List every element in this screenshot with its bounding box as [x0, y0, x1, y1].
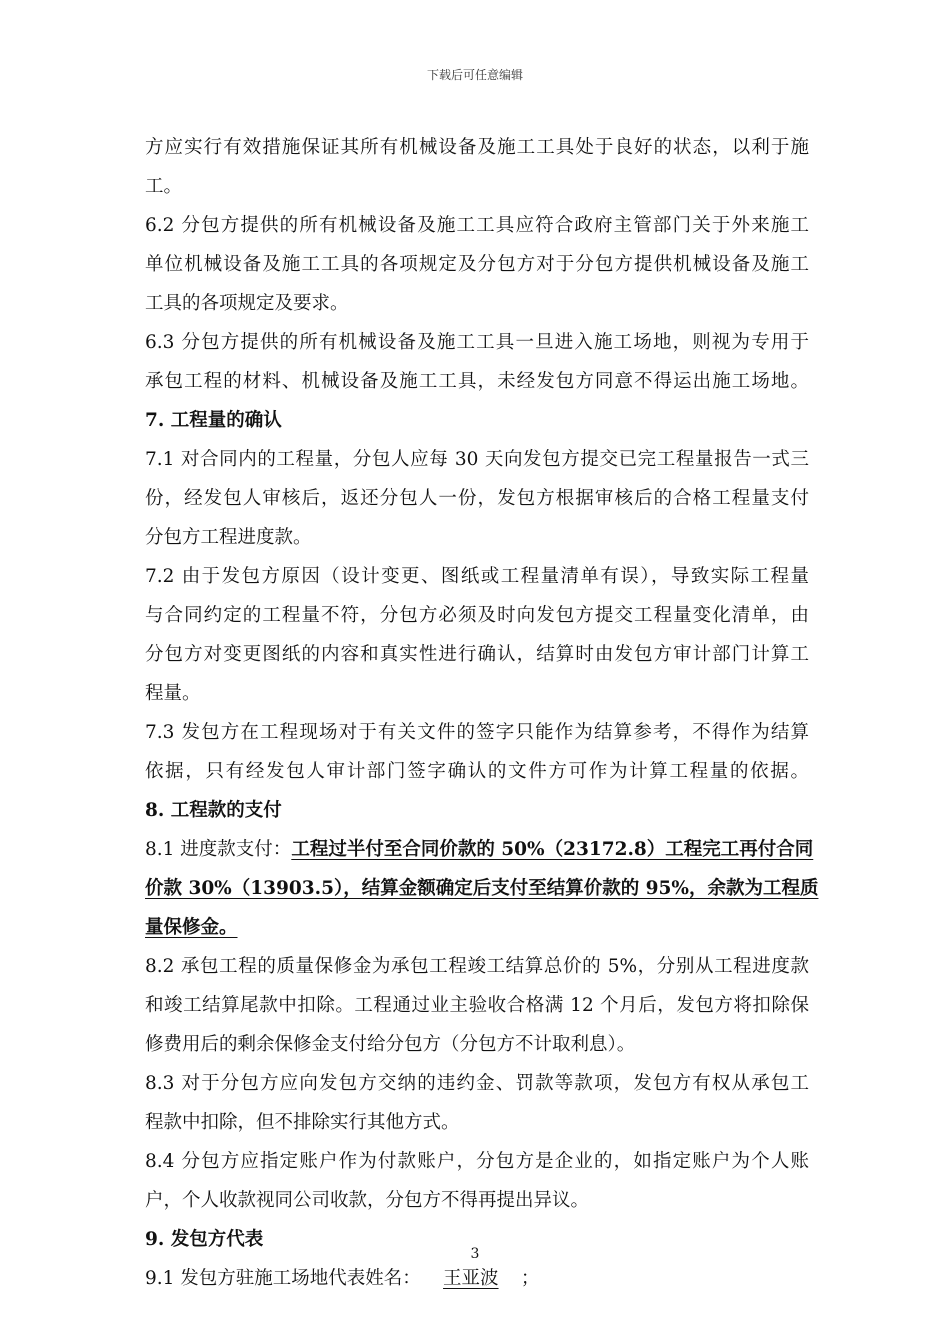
paragraph-line: 和竣工结算尾款中扣除。工程通过业主验收合格满 12 个月后，发包方将扣除保	[145, 995, 809, 1016]
paragraph-line: 工具的各项规定及要求。	[145, 293, 349, 314]
clause-8-2-line: 8.2 承包工程的质量保修金为承包工程竣工结算总价的 5%，分别从工程进度款	[145, 956, 809, 977]
clause-8-4-line: 8.4 分包方应指定账户作为付款账户，分包方是企业的，如指定账户为个人账	[145, 1151, 809, 1172]
paragraph-line: 修费用后的剩余保修金支付给分包方（分包方不计取利息）。	[145, 1034, 636, 1055]
representative-name-field: 王亚波	[443, 1268, 499, 1289]
clause-9-1-line	[145, 1259, 809, 1298]
section-heading-9: 9. 发包方代表	[145, 1229, 264, 1250]
paragraph-line: 依据，只有经发包人审计部门签字确认的文件方可作为计算工程量的依据。	[145, 761, 809, 782]
clause-8-3-line: 8.3 对于分包方应向发包方交纳的违约金、罚款等款项，发包方有权从承包工	[145, 1073, 809, 1094]
paragraph-line: 分包方对变更图纸的内容和真实性进行确认，结算时由发包方审计部门计算工	[145, 644, 809, 665]
paragraph-line: 户，个人收款视同公司收款，分包方不得再提出异议。	[145, 1190, 590, 1211]
clause-7-2-line: 7.2 由于发包方原因（设计变更、图纸或工程量清单有误），导致实际工程量	[145, 566, 809, 587]
paragraph-line: 程量。	[145, 683, 201, 704]
clause-6-2-line: 6.2 分包方提供的所有机械设备及施工工具应符合政府主管部门关于外来施工	[145, 215, 809, 236]
payment-terms-emphasis: 工程过半付至合同价款的 50%（23172.8）工程完工再付合同	[291, 839, 814, 860]
page-number: 3	[470, 1246, 480, 1262]
section-heading-8: 8. 工程款的支付	[145, 800, 282, 821]
paragraph-line: 单位机械设备及施工工具的各项规定及分包方对于分包方提供机械设备及施工	[145, 254, 809, 275]
paragraph-line: 方应实行有效措施保证其所有机械设备及施工工具处于良好的状态，以利于施	[145, 137, 809, 158]
paragraph-line: 份，经发包人审核后，返还分包人一份，发包方根据审核后的合格工程量支付	[145, 488, 809, 509]
payment-terms-emphasis: 量保修金。	[145, 917, 238, 938]
clause-7-3-line: 7.3 发包方在工程现场对于有关文件的签字只能作为结算参考，不得作为结算	[145, 722, 809, 743]
paragraph-line: 与合同约定的工程量不符，分包方必须及时向发包方提交工程量变化清单，由	[145, 605, 809, 626]
document-body	[145, 128, 819, 1298]
paragraph-line: 工。	[145, 176, 183, 197]
payment-terms-emphasis: 价款 30%（13903.5），结算金额确定后支付至结算价款的 95%，余款为工程质	[145, 878, 819, 899]
paragraph-line	[145, 908, 809, 947]
punctuation: ；	[520, 1268, 540, 1289]
clause-7-1-line: 7.1 对合同内的工程量，分包人应每 30 天向发包方提交已完工程量报告一式三	[145, 449, 809, 470]
paragraph-line: 分包方工程进度款。	[145, 527, 312, 548]
clause-8-1-line	[145, 830, 814, 869]
paragraph-line: 程款中扣除，但不排除实行其他方式。	[145, 1112, 460, 1133]
section-heading-7: 7. 工程量的确认	[145, 410, 282, 431]
clause-label: 8.1 进度款支付：	[145, 839, 292, 860]
clause-6-3-line: 6.3 分包方提供的所有机械设备及施工工具一旦进入施工场地，则视为专用于	[145, 332, 809, 353]
page-header: 下载后可任意编辑	[426, 68, 523, 82]
paragraph-line: 承包工程的材料、机械设备及施工工具，未经发包方同意不得运出施工场地。	[145, 371, 809, 392]
clause-label: 9.1 发包方驻施工场地代表姓名：	[145, 1268, 421, 1289]
